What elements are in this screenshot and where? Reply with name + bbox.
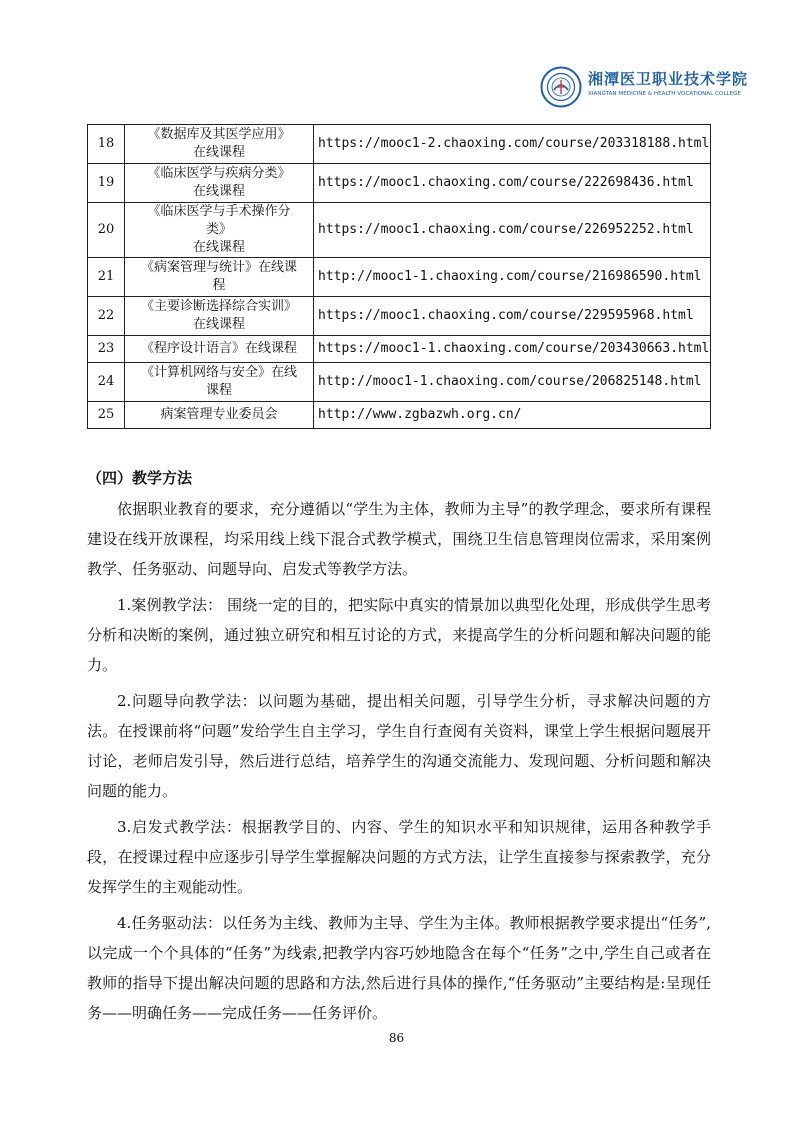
table-row — [88, 363, 711, 402]
college-logo — [540, 66, 749, 110]
table-row — [88, 203, 711, 258]
section-body — [87, 494, 711, 1028]
course-name-cell — [125, 125, 314, 164]
course-name-line: 《程序设计语言》在线课程 — [140, 341, 297, 356]
section-heading: （四）教学方法 — [87, 469, 193, 487]
course-name-line: 在线课程 — [192, 184, 245, 199]
course-url-link[interactable]: https://mooc1.chaoxing.com/course/226952252.html — [314, 203, 711, 258]
table-row — [88, 297, 711, 336]
course-name-line: 在线课程 — [192, 317, 245, 332]
course-name-cell — [125, 258, 314, 297]
course-name-line: 《主要诊断选择综合实训》 — [140, 299, 297, 314]
course-name-line: 课程 — [205, 383, 232, 398]
case-method-paragraph: 1.案例教学法： 围绕一定的目的，把实际中真实的情景加以典型化处理，形成供学生思考分析和决断的案例，通过独立研究和相互讨论的方式，来提高学生的分析问题和解决问题的能力。 — [87, 596, 711, 674]
college-name-en: XIANGTAN MEDICINE & HEALTH VOCATIONAL COLLEGE — [588, 91, 741, 97]
intro-paragraph: 依据职业教育的要求，充分遵循以“学生为主体，教师为主导”的教学理念，要求所有课程建设在线开放课程，均采用线上线下混合式教学模式，围绕卫生信息管理岗位需求，采用案例教学、任务驱动、问题导向、启发式等教学方法。 — [87, 500, 711, 578]
course-name-cell — [125, 336, 314, 363]
table-row — [88, 402, 711, 429]
course-url-link[interactable]: http://www.zgbazwh.org.cn/ — [314, 402, 711, 429]
course-name-line: 《临床医学与手术操作分 — [147, 204, 291, 219]
course-name-cell — [125, 203, 314, 258]
course-url-link[interactable]: https://mooc1.chaoxing.com/course/222698436.html — [314, 164, 711, 203]
course-name-line: 《病案管理与统计》在线课 — [140, 260, 297, 275]
college-emblem-icon — [540, 66, 582, 108]
row-number: 20 — [88, 203, 125, 258]
course-name-line: 病案管理专业委员会 — [160, 407, 278, 422]
problem-method-paragraph: 2.问题导向教学法：以问题为基础，提出相关问题，引导学生分析，寻求解决问题的方法。在授课前将“问题”发给学生自主学习，学生自行查阅有关资料，课堂上学生根据问题展开讨论，老师启发引导，然后进行总结，培养学生的沟通交流能力、发现问题、分析问题和解决问题的能力。 — [87, 692, 711, 800]
task-method-paragraph: 4.任务驱动法：以任务为主线、教师为主导、学生为主体。教师根据教学要求提出“任务”,以完成一个个具体的“任务”为线索,把教学内容巧妙地隐含在每个“任务”之中,学生自己或者在教师的指导下提出解决问题的思路和方法,然后进行具体的操作,“任务驱动”主要结构是:呈现任务——明确任务——完成任务——任务评价。 — [87, 914, 711, 1022]
course-url-link[interactable]: http://mooc1-1.chaoxing.com/course/206825148.html — [314, 363, 711, 402]
course-url-link[interactable]: http://mooc1-1.chaoxing.com/course/216986590.html — [314, 258, 711, 297]
course-name-cell — [125, 363, 314, 402]
course-name-cell — [125, 164, 314, 203]
row-number: 25 — [88, 402, 125, 429]
course-url-link[interactable]: https://mooc1-2.chaoxing.com/course/203318188.html — [314, 125, 711, 164]
row-number: 19 — [88, 164, 125, 203]
table-row — [88, 164, 711, 203]
course-name-cell — [125, 402, 314, 429]
table-row — [88, 336, 711, 363]
page-number: 86 — [388, 1031, 405, 1045]
heuristic-method-paragraph: 3.启发式教学法：根据教学目的、内容、学生的知识水平和知识规律，运用各种教学手段，在授课过程中应逐步引导学生掌握解决问题的方式方法，让学生直接参与探索教学，充分发挥学生的主观能动性。 — [87, 818, 711, 896]
course-name-line: 《数据库及其医学应用》 — [147, 127, 291, 142]
course-name-line: 在线课程 — [192, 145, 245, 160]
college-name-cn: 湘潭医卫职业技术学院 — [588, 70, 749, 88]
table-row — [88, 258, 711, 297]
course-resource-table — [87, 124, 711, 429]
course-name-line: 类》 — [205, 222, 232, 237]
course-name-line: 《计算机网络与安全》在线 — [140, 365, 297, 380]
row-number: 22 — [88, 297, 125, 336]
table-row — [88, 125, 711, 164]
course-name-line: 程 — [212, 278, 226, 293]
row-number: 23 — [88, 336, 125, 363]
row-number: 18 — [88, 125, 125, 164]
course-name-line: 在线课程 — [192, 240, 245, 255]
course-url-link[interactable]: https://mooc1-1.chaoxing.com/course/203430663.html — [314, 336, 711, 363]
row-number: 24 — [88, 363, 125, 402]
course-url-link[interactable]: https://mooc1.chaoxing.com/course/229595968.html — [314, 297, 711, 336]
row-number: 21 — [88, 258, 125, 297]
course-name-line: 《临床医学与疾病分类》 — [147, 166, 291, 181]
course-name-cell — [125, 297, 314, 336]
